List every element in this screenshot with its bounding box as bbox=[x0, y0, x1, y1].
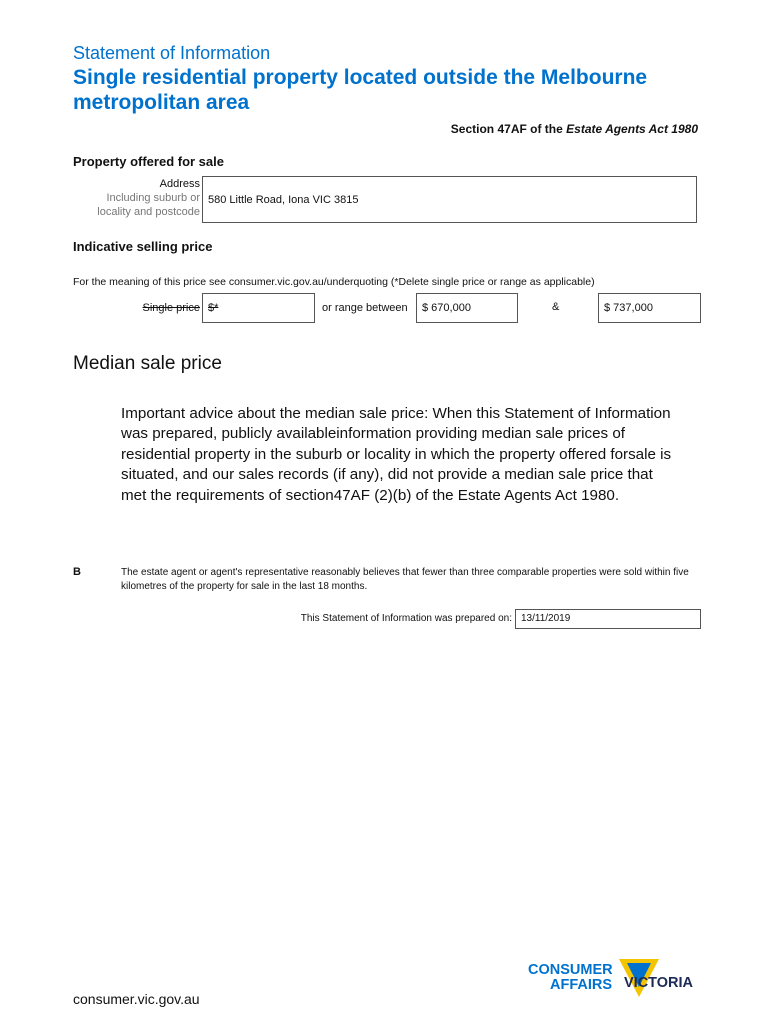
range-label: or range between bbox=[322, 302, 408, 314]
range-ampersand: & bbox=[552, 301, 560, 313]
price-section-title: Indicative selling price bbox=[73, 239, 213, 254]
logo-text-victoria: VICTORIA bbox=[624, 975, 694, 991]
footer-url: consumer.vic.gov.au bbox=[73, 991, 200, 1007]
address-label bbox=[60, 177, 200, 219]
comparables-text: The estate agent or agent's representative reasonably believes that fewer than three comparable properties were sold within five kilometres of the property for sale in the last 18 months. bbox=[121, 567, 689, 592]
comparables-marker: B bbox=[73, 566, 81, 578]
single-price-field[interactable]: $* bbox=[202, 293, 315, 323]
document-type: Statement of Information bbox=[73, 43, 271, 63]
median-advice-text: Important advice about the median sale price: When this Statement of Information was prepared, publicly availableinformation providing median sale prices of residential property in the suburb or locality in which the property offered forsale is situated, and our sales records (if any), did not provide a median sale price that met the requirements of section47AF (2)(b) of the Estate Agents Act 1980. bbox=[121, 405, 672, 504]
address-label-main: Address bbox=[159, 178, 200, 190]
prepared-date-label: This Statement of Information was prepared on: bbox=[300, 613, 512, 624]
property-section-title: Property offered for sale bbox=[73, 154, 224, 169]
act-name: Estate Agents Act 1980 bbox=[566, 122, 698, 136]
address-field[interactable]: 580 Little Road, Iona VIC 3815 bbox=[202, 176, 697, 223]
single-price-label: Single price bbox=[142, 302, 200, 314]
act-reference bbox=[451, 122, 698, 136]
range-high-field[interactable]: $ 737,000 bbox=[598, 293, 701, 323]
logo-text-affairs: AFFAIRS bbox=[550, 977, 613, 993]
price-meaning-note: For the meaning of this price see consumer.vic.gov.au/underquoting (*Delete single price or range as applicable) bbox=[73, 276, 595, 288]
document-title: Single residential property located outside the Melbourne metropolitan area bbox=[73, 66, 648, 114]
consumer-affairs-victoria-logo bbox=[526, 957, 706, 1009]
act-prefix: Section 47AF of the bbox=[450, 122, 567, 136]
range-low-field[interactable]: $ 670,000 bbox=[416, 293, 518, 323]
median-section-title: Median sale price bbox=[73, 353, 222, 374]
address-label-hint-2: locality and postcode bbox=[97, 206, 200, 218]
prepared-date-field[interactable]: 13/11/2019 bbox=[515, 609, 701, 629]
address-label-hint-1: Including suburb or bbox=[106, 192, 200, 204]
logo-text-consumer: CONSUMER bbox=[528, 962, 613, 978]
